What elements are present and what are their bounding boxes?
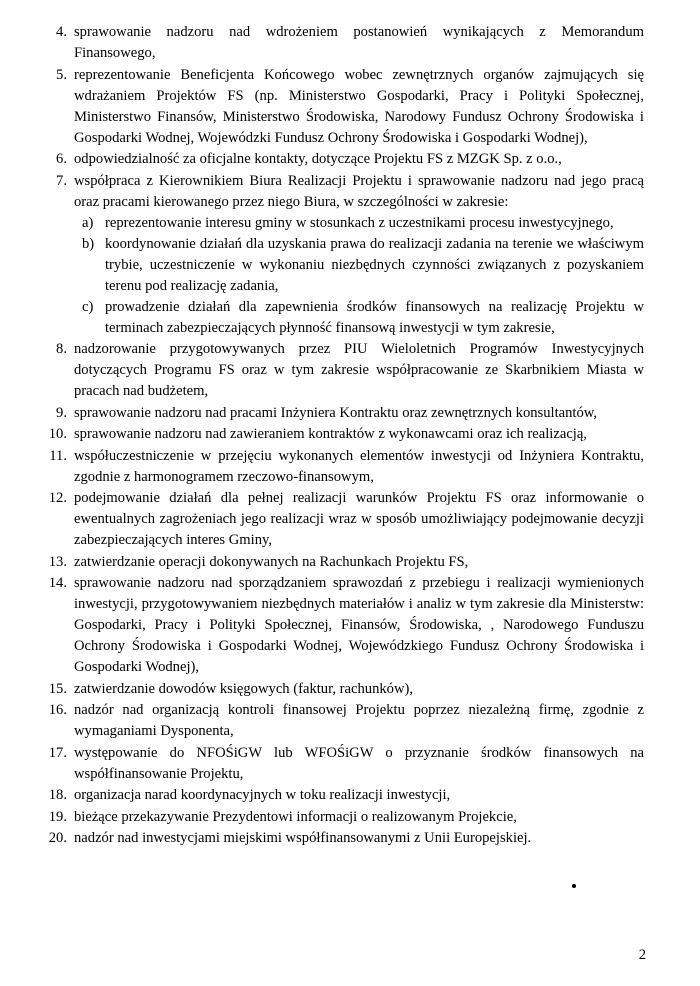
list-item: [48, 339, 644, 402]
list-item-text: współuczestniczenie w przejęciu wykonanych elementów inwestycji od Inżyniera Kontraktu, zgodnie z harmonogramem rzeczowo-finansowym,: [74, 447, 644, 485]
sub-list-item-marker: b): [82, 236, 95, 252]
list-item: [48, 403, 644, 424]
list-item: [48, 828, 644, 849]
list-item-text: podejmowanie działań dla pełnej realizacji warunków Projektu FS oraz informowanie o ewentualnych zagrożeniach jego realizacji wraz w sposób umożliwiający podejmowanie decyzji zabezpieczających interes Gminy,: [74, 490, 644, 548]
list-item-text: zatwierdzanie dowodów księgowych (faktur, rachunków),: [74, 680, 414, 697]
list-item-marker: 5.: [56, 66, 67, 83]
list-item-text: nadzorowanie przygotowywanych przez PIU Wieloletnich Programów Inwestycyjnych dotyczących Programu FS oraz w tym zakresie współpracowanie ze Skarbnikiem Miasta w pracach nad budżetem,: [74, 341, 644, 399]
list-item-text: nadzór nad inwestycjami miejskimi współfinansowanymi z Unii Europejskiej.: [74, 830, 532, 846]
sub-list-item: [48, 234, 644, 297]
sub-list-item-marker: c): [82, 299, 94, 315]
sub-list-item-text: reprezentowanie interesu gminy w stosunkach z uczestnikami procesu inwestycyjnego,: [105, 215, 614, 231]
list-item-marker: 8.: [56, 341, 67, 357]
list-item-marker: 16.: [48, 702, 67, 718]
list-item-text: organizacja narad koordynacyjnych w toku realizacji inwestycji,: [74, 787, 451, 803]
list-item-text: sprawowanie nadzoru nad wdrożeniem postanowień wynikających z Memorandum Finansowego,: [74, 24, 644, 61]
list-item-marker: 13.: [48, 553, 67, 570]
list-item: [48, 65, 644, 149]
list-item: [48, 446, 644, 488]
list-item-marker: 19.: [48, 808, 67, 825]
list-item: [48, 552, 644, 573]
list-item-marker: 4.: [56, 24, 67, 40]
list-item: [48, 700, 644, 742]
list-item-text: nadzór nad organizacją kontroli finansowej Projektu poprzez niezależną firmę, zgodnie z wymaganiami Dysponenta,: [74, 702, 644, 739]
list-item-marker: 10.: [48, 426, 67, 442]
list-item-marker: 12.: [48, 490, 67, 506]
page-number: 2: [638, 947, 646, 963]
list-item: [48, 679, 644, 700]
list-item-text: sprawowanie nadzoru nad zawieraniem kontraktów z wykonawcami oraz ich realizacją,: [74, 426, 587, 442]
sub-list-container: [48, 213, 644, 339]
sub-list-item-text: prowadzenie działań dla zapewnienia środków finansowych na realizację Projektu w terminach zabezpieczających płynność finansową inwestycji w tym zakresie,: [105, 299, 644, 336]
list-item-marker: 17.: [48, 744, 67, 761]
list-item-text: sprawowanie nadzoru nad sporządzaniem sprawozdań z przebiegu i realizacji wymienionych inwestycji, przygotowywaniem niezbędnych materiałów i analiz w tym zakresie dla Ministerstw: Gospodarki, Pracy i Polityki Społecznej, Finansów, Środowiska, , Narodowego Funduszu Ochrony Środowiska i Gospodarki Wodnej, Wojewódzkiego Fundusz Ochrony Środowiska i Gospodarki Wodnej),: [74, 575, 644, 675]
list-item-text: zatwierdzanie operacji dokonywanych na Rachunkach Projektu FS,: [74, 553, 469, 570]
list-item: [48, 149, 644, 170]
list-item-text: bieżące przekazywanie Prezydentowi informacji o realizowanym Projekcie,: [74, 808, 517, 825]
list-item: [48, 785, 644, 806]
list-item-text: reprezentowanie Beneficjenta Końcowego wobec zewnętrznych organów zajmujących się wdrażaniem Projektów FS (np. Ministerstwo Gospodarki, Pracy i Polityki Społecznej, Ministerstwo Finansów, Ministerstwo Środowiska, Narodowy Fundusz Ochrony Środowiska i Gospodarki Wodnej, Wojewódzki Fundusz Ochrony Środowiska i Gospodarki Wodnej),: [74, 66, 644, 146]
list-item-marker: 9.: [56, 404, 67, 421]
list-item-text: występowanie do NFOŚiGW lub WFOŚiGW o przyznanie środków finansowych na współfinansowanie Projektu,: [74, 744, 644, 782]
bullet-dot-icon: [572, 884, 576, 888]
list-item-marker: 14.: [48, 575, 67, 591]
sub-list-item: [48, 213, 644, 234]
list-item-marker: 6.: [56, 151, 67, 167]
list-item-marker: 15.: [48, 680, 67, 697]
sub-list-item: [48, 297, 644, 339]
list-item-marker: 11.: [49, 447, 67, 464]
numbered-list: [48, 22, 644, 849]
list-item-marker: 7.: [56, 172, 67, 189]
list-item: [48, 488, 644, 551]
list-item-marker: 20.: [48, 830, 67, 846]
list-item: [48, 743, 644, 785]
list-item-marker: 18.: [48, 787, 67, 803]
list-item: [48, 573, 644, 678]
list-item-text: odpowiedzialność za oficjalne kontakty, dotyczące Projektu FS z MZGK Sp. z o.o.,: [74, 151, 562, 167]
lettered-sub-list: [48, 213, 644, 339]
list-item: [48, 22, 644, 64]
sub-list-item-marker: a): [82, 215, 94, 231]
list-item-text: współpraca z Kierownikiem Biura Realizacji Projektu i sprawowanie nadzoru nad jego pracą oraz pracami kierowanego przez niego Biura, w szczególności w zakresie:: [74, 172, 644, 210]
list-item: [48, 171, 644, 213]
list-item: [48, 424, 644, 445]
list-item-text: sprawowanie nadzoru nad pracami Inżyniera Kontraktu oraz zewnętrznych konsultantów,: [74, 404, 598, 421]
list-item: [48, 807, 644, 828]
sub-list-item-text: koordynowanie działań dla uzyskania prawa do realizacji zadania na terenie we właściwym trybie, uczestniczenie w wykonaniu niezbędnych czynności związanych z pozyskaniem terenu pod realizację zadania,: [105, 236, 644, 294]
